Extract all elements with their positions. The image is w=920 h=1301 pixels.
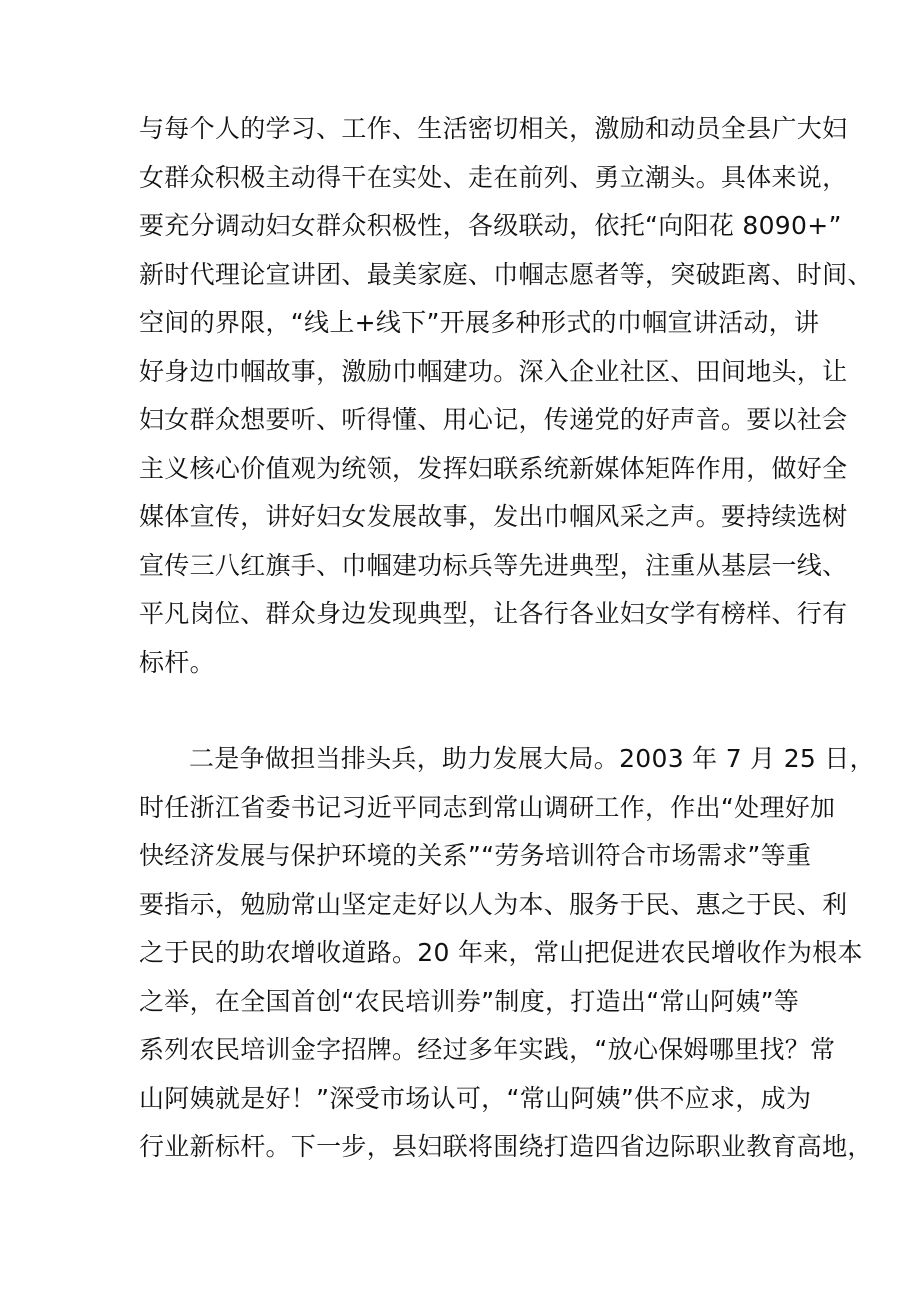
text-line: 宣传三八红旗手、巾帼建功标兵等先进典型，注重从基层一线、 (139, 550, 848, 580)
text-line: 时任浙江省委书记习近平同志到常山调研工作，作出“处理好加 (139, 792, 836, 822)
text-line: 系列农民培训金字招牌。经过多年实践，“放心保姆哪里找？常 (139, 1035, 836, 1064)
paragraph-2 (139, 735, 875, 1172)
text-line: 新时代理论宣讲团、最美家庭、巾帼志愿者等，突破距离、时间、 (139, 259, 873, 289)
text-line: 之于民的助农增收道路。20 年来，常山把促进农民增收作为根本 (139, 938, 863, 967)
text-line: 快经济发展与保护环境的关系”“劳务培训符合市场需求”等重 (139, 841, 812, 870)
text-line: 主义核心价值观为统领，发挥妇联系统新媒体矩阵作用，做好全 (139, 453, 848, 483)
text-line: 与每个人的学习、工作、生活密切相关，激励和动员全县广大妇 (139, 114, 848, 143)
text-line-first: 二是争做担当排头兵，助力发展大局。2003 年 7 月 25 日， (189, 744, 875, 773)
text-line: 山阿姨就是好！”深受市场认可，“常山阿姨”供不应求，成为 (139, 1083, 812, 1113)
text-line: 妇女群众想要听、听得懂、用心记，传递党的好声音。要以社会 (139, 405, 848, 434)
text-line: 平凡岗位、群众身边发现典型，让各行各业妇女学有榜样、行有 (139, 599, 848, 628)
text-line: 标杆。 (139, 647, 215, 677)
text-line: 好身边巾帼故事，激励巾帼建功。深入企业社区、田间地头，让 (139, 356, 848, 386)
text-line: 媒体宣传，讲好妇女发展故事，发出巾帼风采之声。要持续选树 (139, 502, 848, 531)
text-line: 要指示，勉励常山坚定走好以人为本、服务于民、惠之于民、利 (139, 889, 848, 919)
text-line: 空间的界限，“线上+线下”开展多种形式的巾帼宣讲活动，讲 (139, 308, 820, 337)
text-line: 之举，在全国首创“农民培训券”制度，打造出“常山阿姨”等 (139, 986, 800, 1016)
paragraph-1 (139, 105, 873, 687)
text-line: 要充分调动妇女群众积极性，各级联动，依托“向阳花 8090+” (139, 211, 842, 240)
text-line: 女群众积极主动得干在实处、走在前列、勇立潮头。具体来说， (139, 162, 848, 192)
text-line: 行业新标杆。下一步，县妇联将围绕打造四省边际职业教育高地， (139, 1132, 873, 1161)
